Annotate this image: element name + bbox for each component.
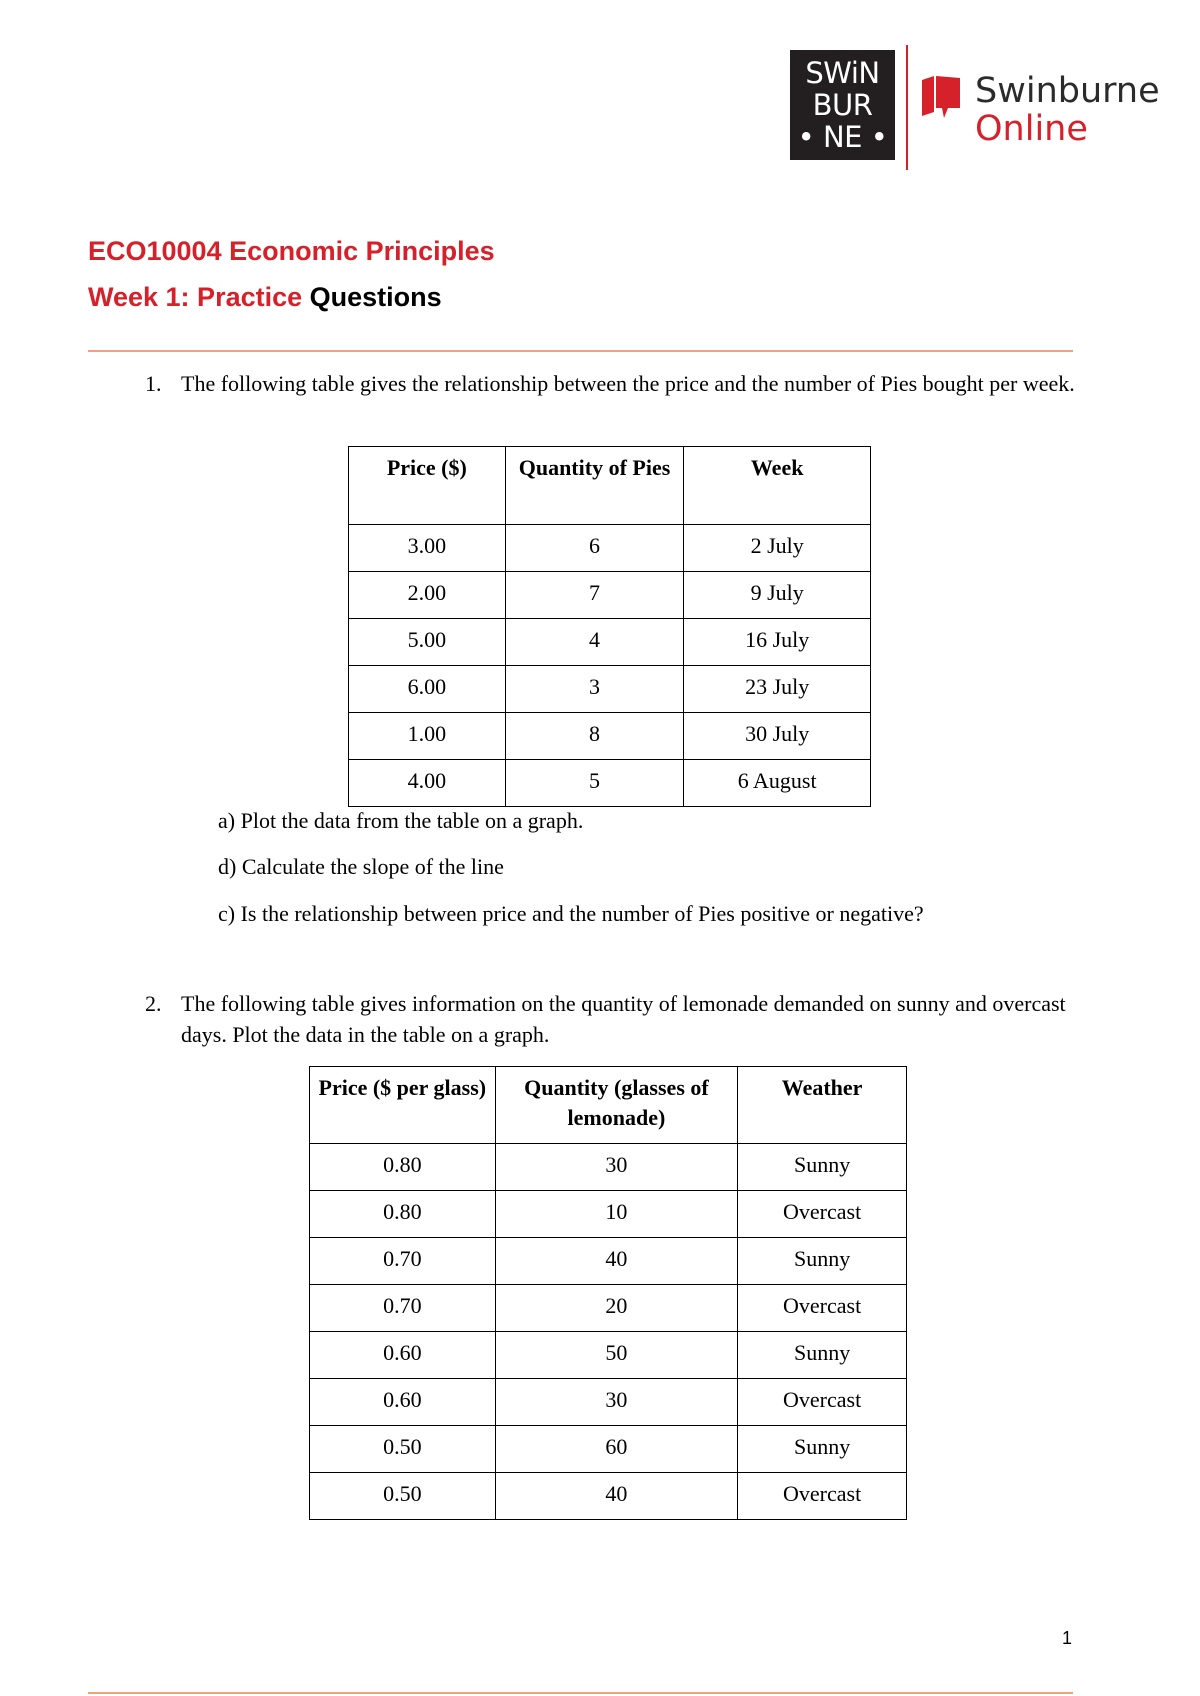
table-row [310,1191,907,1238]
lemonade-table-header-row [310,1067,907,1144]
table-cell: 0.80 [310,1144,496,1191]
pies-header-week: Week [684,447,871,525]
week-subtitle [88,280,442,314]
question-1-number: 1. [145,371,162,396]
table-row [349,525,871,572]
question-2-number: 2. [145,991,162,1016]
table-cell: 1.00 [349,713,506,760]
table-cell: 40 [495,1473,738,1520]
book-bubble-icon [918,72,964,124]
table-cell: Sunny [738,1332,907,1379]
wordmark-online: Online [975,109,1088,149]
table-cell: Overcast [738,1473,907,1520]
swinburne-online-wordmark [975,72,1160,148]
table-cell: 30 [495,1379,738,1426]
table-cell: 23 July [684,666,871,713]
table-row [310,1379,907,1426]
table-cell: 60 [495,1426,738,1473]
table-cell: 0.50 [310,1426,496,1473]
table-cell: Overcast [738,1379,907,1426]
table-cell: 40 [495,1238,738,1285]
table-cell: Sunny [738,1238,907,1285]
question-1-part-d: d) Calculate the slope of the line [218,854,504,879]
table-cell: 6 [505,525,684,572]
table-cell: 0.50 [310,1473,496,1520]
table-cell: 7 [505,572,684,619]
question-1-part-c: c) Is the relationship between price and the number of Pies positive or negative? [218,901,924,926]
table-cell: Overcast [738,1191,907,1238]
table-row [349,666,871,713]
table-row [310,1473,907,1520]
table-row [310,1426,907,1473]
table-row [349,572,871,619]
table-cell: 0.80 [310,1191,496,1238]
table-cell: 16 July [684,619,871,666]
question-1-part-a: a) Plot the data from the table on a graph. [218,808,584,833]
table-cell: 30 [495,1144,738,1191]
logo-mark-line-1: SWiN [805,56,880,90]
table-cell: 4.00 [349,760,506,807]
table-cell: 6 August [684,760,871,807]
swinburne-logo-mark [790,50,895,160]
pies-header-quantity: Quantity of Pies [505,447,684,525]
table-cell: 0.70 [310,1285,496,1332]
pies-table-header-row [349,447,871,525]
table-cell: 30 July [684,713,871,760]
table-row [310,1144,907,1191]
question-1-text: The following table gives the relationship between the price and the number of Pies bought per week. [181,371,1075,396]
footer-divider [88,1692,1073,1694]
wordmark-swinburne: Swinburne [975,71,1160,111]
table-cell: 0.60 [310,1332,496,1379]
question-1 [145,368,1075,399]
table-cell: Overcast [738,1285,907,1332]
question-2-text: The following table gives information on the quantity of lemonade demanded on sunny and overcast days. Plot the data in the table on a graph. [181,991,1066,1047]
lemonade-header-price: Price ($ per glass) [310,1067,496,1144]
table-cell: Sunny [738,1144,907,1191]
table-row [349,760,871,807]
table-cell: 8 [505,713,684,760]
table-cell: 20 [495,1285,738,1332]
table-cell: 3 [505,666,684,713]
lemonade-header-quantity: Quantity (glasses of lemonade) [495,1067,738,1144]
table-cell: 9 July [684,572,871,619]
table-row [349,713,871,760]
logo-mark-line-3: • NE • [797,120,888,154]
table-row [310,1238,907,1285]
question-2 [145,988,1075,1050]
logo-mark-line-2: BUR [812,88,873,122]
table-cell: 5 [505,760,684,807]
table-row [310,1332,907,1379]
table-cell: 10 [495,1191,738,1238]
pies-table [348,446,871,807]
table-cell: 2.00 [349,572,506,619]
subtitle-week: Week 1: Practice [88,282,303,312]
table-cell: 2 July [684,525,871,572]
table-row [349,619,871,666]
header-divider [88,350,1073,352]
table-cell: 5.00 [349,619,506,666]
page-number: 1 [1062,1628,1073,1648]
table-row [310,1285,907,1332]
table-cell: Sunny [738,1426,907,1473]
table-cell: 4 [505,619,684,666]
table-cell: 0.60 [310,1379,496,1426]
subtitle-questions: Questions [309,282,442,312]
pies-header-price: Price ($) [349,447,506,525]
table-cell: 3.00 [349,525,506,572]
lemonade-header-weather: Weather [738,1067,907,1144]
table-cell: 0.70 [310,1238,496,1285]
logo-divider [906,45,908,170]
table-cell: 6.00 [349,666,506,713]
course-title: ECO10004 Economic Principles [88,236,495,266]
lemonade-table [309,1066,907,1520]
table-cell: 50 [495,1332,738,1379]
